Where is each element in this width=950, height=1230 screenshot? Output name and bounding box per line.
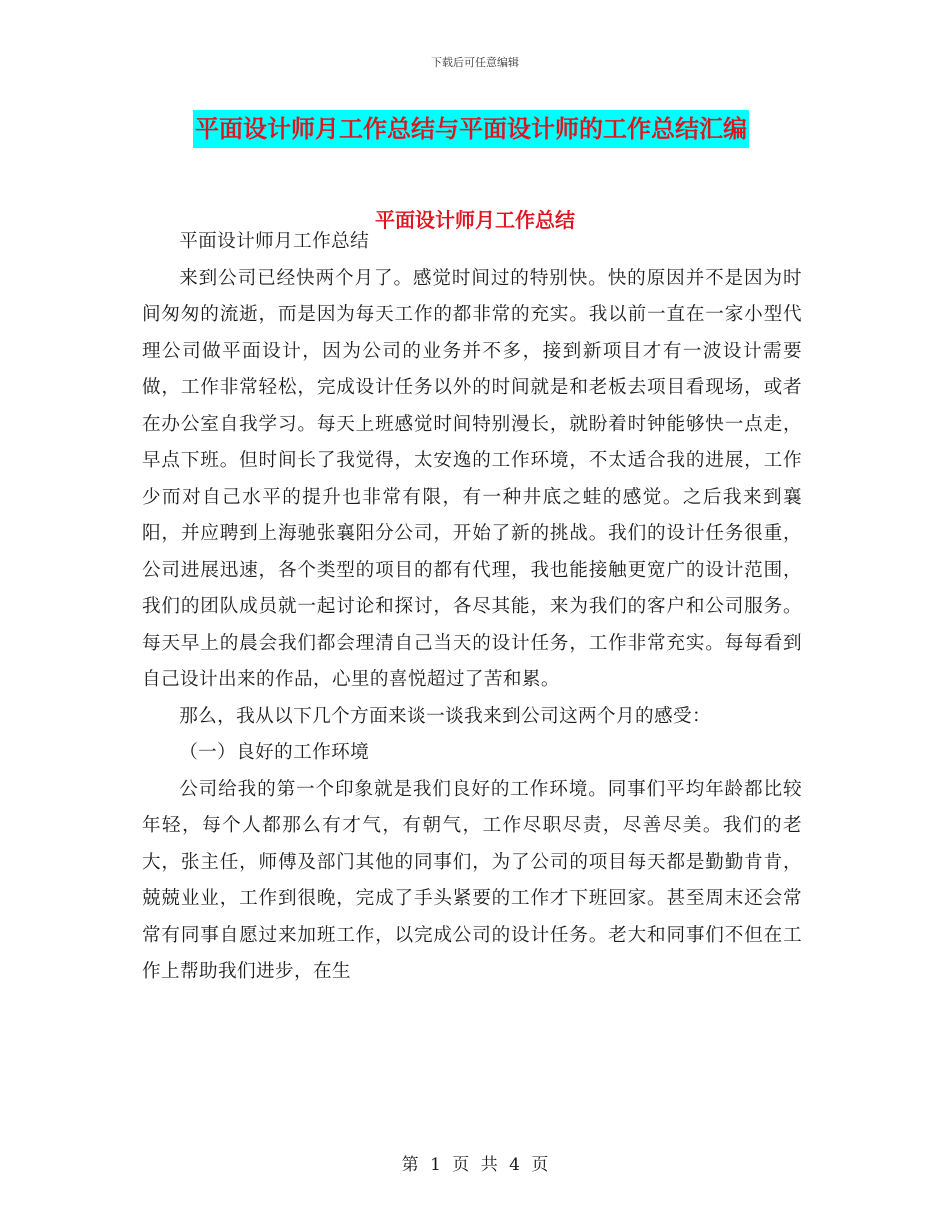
paragraph: 那么，我从以下几个方面来谈一谈我来到公司这两个月的感受： — [179, 705, 712, 727]
paragraph: 来到公司已经快两个月了。感觉时间过的特别快。快的原因并不是因为时间匆匆的流逝，而是因为每天工作的都非常的充实。我以前一直在一家小型代理公司做平面设计，因为公司的业务并不多，接到新项目才有一波设计需要做，工作非常轻松，完成设计任务以外的时间就是和老板去项目看现场，或者在办公室自我学习。每天上班感觉时间特别漫长，就盼着时钟能够快一点走，早点下班。但时间长了我觉得，太安逸的工作环境，不太适合我的进展，工作少而对自己水平的提升也非常有限，有一种井底之蛙的感觉。之后我来到襄阳，并应聘到上海驰张襄阳分公司，开始了新的挑战。我们的设计任务很重，公司进展迅速，各个类型的项目的都有代理，我也能接触更宽广的设计范围，我们的团队成员就一起讨论和探讨，各尽其能，来为我们的客户和公司服务。每天早上的晨会我们都会理清自己当天的设计任务，工作非常充实。每每看到自己设计出来的作品，心里的喜悦超过了苦和累。 — [142, 267, 802, 690]
section-title: 平面设计师月工作总结 — [375, 208, 575, 232]
paragraph: 公司给我的第一个印象就是我们良好的工作环境。同事们平均年龄都比较年轻，每个人都那么有才气，有朝气，工作尽职尽责，尽善尽美。我们的老大，张主任，师傅及部门其他的同事们，为了公司的项目每天都是勤勤肯肯，兢兢业业，工作到很晚，完成了手头紧要的工作才下班回家。甚至周末还会常常有同事自愿过来加班工作，以完成公司的设计任务。老大和同事们不但在工作上帮助我们进步，在生 — [142, 778, 802, 982]
page-footer: 第 1 页 共 4 页 — [401, 1155, 549, 1175]
document-body — [142, 224, 802, 991]
paragraph: （一）良好的工作环境 — [179, 742, 370, 763]
document-title: 平面设计师月工作总结与平面设计师的工作总结汇编 — [193, 110, 749, 148]
header-note: 下载后可任意编辑 — [431, 56, 519, 69]
paragraph: 平面设计师月工作总结 — [179, 231, 370, 252]
